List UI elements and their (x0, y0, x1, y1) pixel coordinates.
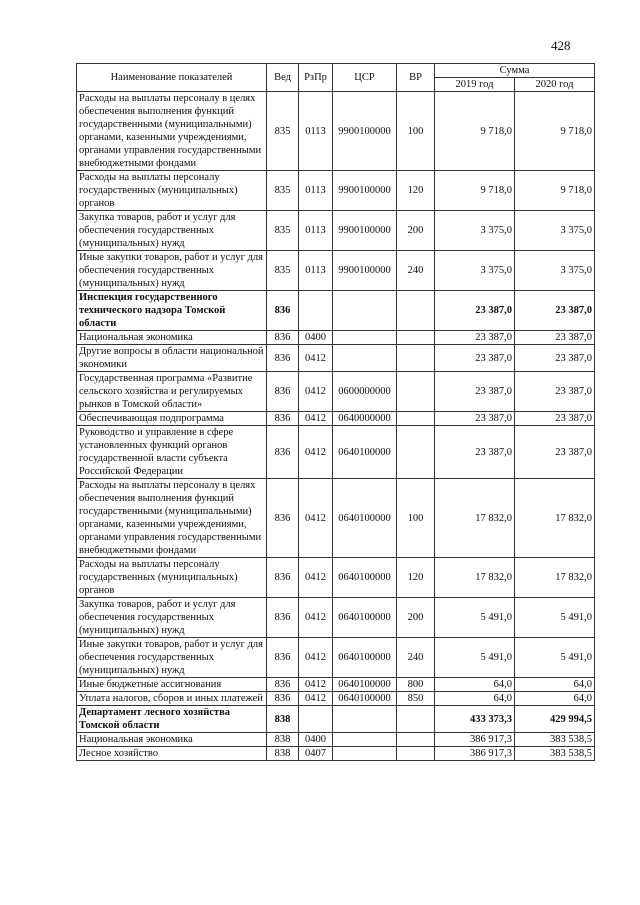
row-ved: 836 (267, 412, 299, 426)
row-sum-2019: 5 491,0 (435, 638, 515, 678)
header-year-2019: 2019 год (435, 78, 515, 92)
header-ved: Вед (267, 64, 299, 92)
row-name: Инспекция государственного технического надзора Томской области (77, 291, 267, 331)
row-csr: 0640100000 (333, 479, 397, 558)
row-sum-2019: 23 387,0 (435, 426, 515, 479)
row-sum-2019: 23 387,0 (435, 412, 515, 426)
row-csr: 0600000000 (333, 372, 397, 412)
row-csr: 9900100000 (333, 211, 397, 251)
row-vr (397, 331, 435, 345)
row-vr (397, 706, 435, 733)
row-ved: 835 (267, 251, 299, 291)
row-sum-2020: 23 387,0 (515, 426, 595, 479)
row-rzpr: 0400 (299, 733, 333, 747)
row-rzpr: 0412 (299, 692, 333, 706)
row-name: Расходы на выплаты персоналу в целях обеспечения выполнения функций государственными (муниципальными) органами, казенными учреждениями, органами управления государственными внебюджетными фондами (77, 479, 267, 558)
row-vr: 850 (397, 692, 435, 706)
row-name: Обеспечивающая подпрограмма (77, 412, 267, 426)
row-vr: 100 (397, 92, 435, 171)
row-name: Национальная экономика (77, 733, 267, 747)
row-name: Лесное хозяйство (77, 747, 267, 761)
table-row (77, 598, 595, 638)
row-vr (397, 733, 435, 747)
row-rzpr: 0113 (299, 92, 333, 171)
table-row (77, 426, 595, 479)
row-ved: 835 (267, 171, 299, 211)
row-name: Государственная программа «Развитие сельского хозяйства и регулируемых рынков в Томской области» (77, 372, 267, 412)
row-sum-2019: 386 917,3 (435, 733, 515, 747)
row-sum-2019: 9 718,0 (435, 92, 515, 171)
row-rzpr: 0113 (299, 171, 333, 211)
row-sum-2019: 23 387,0 (435, 331, 515, 345)
row-sum-2020: 429 994,5 (515, 706, 595, 733)
row-sum-2019: 17 832,0 (435, 558, 515, 598)
table-row (77, 331, 595, 345)
row-ved: 836 (267, 372, 299, 412)
row-vr (397, 345, 435, 372)
table-row (77, 706, 595, 733)
row-rzpr: 0412 (299, 479, 333, 558)
row-name: Расходы на выплаты персоналу государственных (муниципальных) органов (77, 171, 267, 211)
row-sum-2019: 23 387,0 (435, 291, 515, 331)
row-rzpr: 0400 (299, 331, 333, 345)
row-ved: 836 (267, 638, 299, 678)
row-csr: 0640100000 (333, 598, 397, 638)
row-name: Департамент лесного хозяйства Томской области (77, 706, 267, 733)
row-name: Иные закупки товаров, работ и услуг для обеспечения государственных (муниципальных) нужд (77, 638, 267, 678)
row-sum-2020: 23 387,0 (515, 412, 595, 426)
row-ved: 835 (267, 92, 299, 171)
row-rzpr: 0412 (299, 426, 333, 479)
row-vr: 240 (397, 638, 435, 678)
row-sum-2020: 23 387,0 (515, 345, 595, 372)
row-csr: 0640100000 (333, 426, 397, 479)
row-vr: 120 (397, 171, 435, 211)
row-ved: 838 (267, 747, 299, 761)
row-name: Иные бюджетные ассигнования (77, 678, 267, 692)
row-csr: 9900100000 (333, 92, 397, 171)
row-vr: 800 (397, 678, 435, 692)
header-vr: ВР (397, 64, 435, 92)
row-sum-2019: 386 917,3 (435, 747, 515, 761)
row-sum-2019: 3 375,0 (435, 211, 515, 251)
row-vr: 200 (397, 211, 435, 251)
row-sum-2020: 9 718,0 (515, 92, 595, 171)
row-sum-2020: 383 538,5 (515, 733, 595, 747)
header-year-2020: 2020 год (515, 78, 595, 92)
row-rzpr (299, 291, 333, 331)
row-vr (397, 372, 435, 412)
row-rzpr: 0407 (299, 747, 333, 761)
row-sum-2020: 9 718,0 (515, 171, 595, 211)
row-name: Иные закупки товаров, работ и услуг для обеспечения государственных (муниципальных) нужд (77, 251, 267, 291)
row-ved: 836 (267, 345, 299, 372)
row-sum-2020: 23 387,0 (515, 372, 595, 412)
table-row (77, 92, 595, 171)
row-rzpr: 0412 (299, 345, 333, 372)
row-csr (333, 291, 397, 331)
row-ved: 836 (267, 331, 299, 345)
row-sum-2020: 64,0 (515, 678, 595, 692)
row-vr (397, 426, 435, 479)
row-ved: 836 (267, 426, 299, 479)
table-row (77, 638, 595, 678)
row-csr: 0640100000 (333, 558, 397, 598)
row-vr: 200 (397, 598, 435, 638)
row-ved: 835 (267, 211, 299, 251)
budget-table (76, 63, 595, 761)
table-row (77, 479, 595, 558)
header-name: Наименование показателей (77, 64, 267, 92)
row-sum-2019: 9 718,0 (435, 171, 515, 211)
row-name: Национальная экономика (77, 331, 267, 345)
row-name: Руководство и управление в сфере установленных функций органов государственной власти субъекта Российской Федерации (77, 426, 267, 479)
row-sum-2020: 17 832,0 (515, 479, 595, 558)
row-csr (333, 733, 397, 747)
row-vr: 240 (397, 251, 435, 291)
row-ved: 838 (267, 733, 299, 747)
row-rzpr: 0412 (299, 372, 333, 412)
row-rzpr: 0412 (299, 678, 333, 692)
row-sum-2020: 5 491,0 (515, 598, 595, 638)
row-ved: 836 (267, 479, 299, 558)
row-sum-2020: 23 387,0 (515, 331, 595, 345)
row-rzpr (299, 706, 333, 733)
table-row (77, 345, 595, 372)
table-row (77, 412, 595, 426)
row-name: Расходы на выплаты персоналу в целях обеспечения выполнения функций государственными (муниципальными) органами, казенными учреждениями, органами управления государственными внебюджетными фондами (77, 92, 267, 171)
table-row (77, 372, 595, 412)
row-vr (397, 412, 435, 426)
row-vr (397, 747, 435, 761)
table-row (77, 211, 595, 251)
row-name: Другие вопросы в области национальной экономики (77, 345, 267, 372)
page-number: 428 (551, 38, 571, 53)
row-vr (397, 291, 435, 331)
table-row (77, 251, 595, 291)
header-rzpr: РзПр (299, 64, 333, 92)
row-sum-2019: 23 387,0 (435, 345, 515, 372)
row-sum-2020: 64,0 (515, 692, 595, 706)
row-sum-2020: 5 491,0 (515, 638, 595, 678)
row-sum-2019: 3 375,0 (435, 251, 515, 291)
row-sum-2020: 3 375,0 (515, 211, 595, 251)
row-csr (333, 706, 397, 733)
row-ved: 838 (267, 706, 299, 733)
row-ved: 836 (267, 558, 299, 598)
row-rzpr: 0113 (299, 211, 333, 251)
header-csr: ЦСР (333, 64, 397, 92)
table-row (77, 747, 595, 761)
row-csr (333, 747, 397, 761)
row-rzpr: 0412 (299, 598, 333, 638)
table-row (77, 678, 595, 692)
row-vr: 120 (397, 558, 435, 598)
table-row (77, 558, 595, 598)
row-csr: 0640100000 (333, 692, 397, 706)
row-sum-2020: 383 538,5 (515, 747, 595, 761)
row-sum-2019: 23 387,0 (435, 372, 515, 412)
row-sum-2019: 433 373,3 (435, 706, 515, 733)
row-sum-2020: 3 375,0 (515, 251, 595, 291)
row-csr: 0640100000 (333, 678, 397, 692)
row-csr: 0640100000 (333, 638, 397, 678)
row-sum-2019: 64,0 (435, 678, 515, 692)
row-rzpr: 0113 (299, 251, 333, 291)
row-ved: 836 (267, 692, 299, 706)
row-name: Закупка товаров, работ и услуг для обеспечения государственных (муниципальных) нужд (77, 211, 267, 251)
table-row (77, 692, 595, 706)
row-ved: 836 (267, 291, 299, 331)
row-csr: 9900100000 (333, 171, 397, 211)
row-ved: 836 (267, 678, 299, 692)
row-csr: 9900100000 (333, 251, 397, 291)
row-name: Уплата налогов, сборов и иных платежей (77, 692, 267, 706)
row-rzpr: 0412 (299, 412, 333, 426)
row-csr (333, 345, 397, 372)
row-vr: 100 (397, 479, 435, 558)
row-name: Закупка товаров, работ и услуг для обеспечения государственных (муниципальных) нужд (77, 598, 267, 638)
table-row (77, 733, 595, 747)
row-sum-2019: 17 832,0 (435, 479, 515, 558)
header-sum: Сумма (435, 64, 595, 78)
table-row (77, 171, 595, 211)
row-csr (333, 331, 397, 345)
row-name: Расходы на выплаты персоналу государственных (муниципальных) органов (77, 558, 267, 598)
row-sum-2020: 23 387,0 (515, 291, 595, 331)
row-sum-2019: 5 491,0 (435, 598, 515, 638)
row-csr: 0640000000 (333, 412, 397, 426)
row-ved: 836 (267, 598, 299, 638)
row-sum-2019: 64,0 (435, 692, 515, 706)
row-rzpr: 0412 (299, 558, 333, 598)
row-rzpr: 0412 (299, 638, 333, 678)
table-row (77, 291, 595, 331)
row-sum-2020: 17 832,0 (515, 558, 595, 598)
